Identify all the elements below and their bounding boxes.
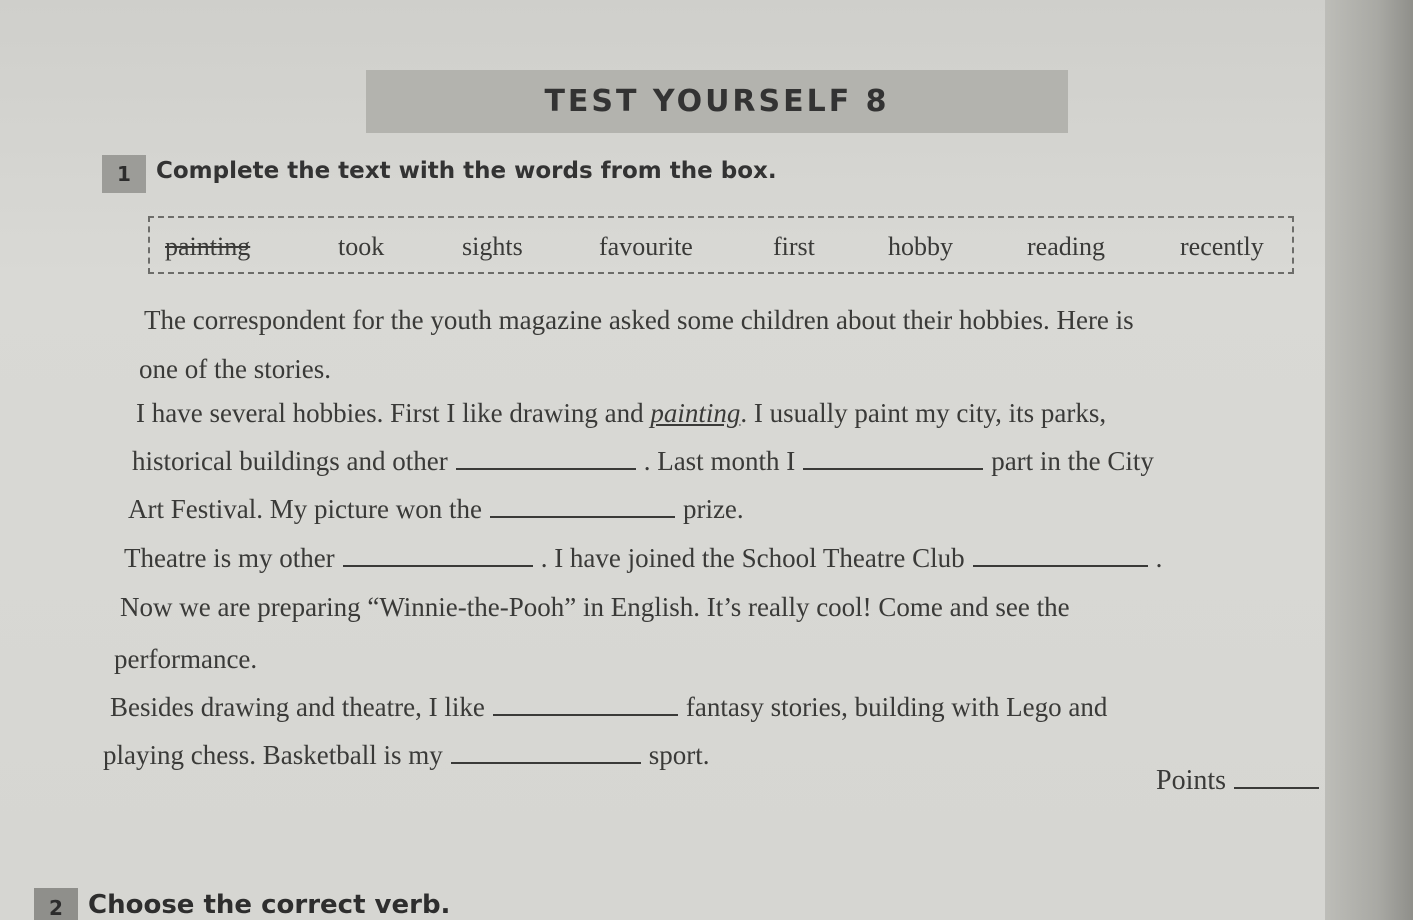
answer-blank[interactable] bbox=[493, 713, 678, 716]
story-text: . I have joined the School Theatre Club bbox=[540, 543, 965, 573]
story-text: Art Festival. My picture won the bbox=[128, 494, 482, 524]
example-answer: painting bbox=[650, 398, 741, 428]
exercise-2-instruction: Choose the correct verb. bbox=[88, 890, 451, 920]
story-line-1 bbox=[136, 398, 1106, 429]
answer-blank[interactable] bbox=[803, 467, 983, 470]
page-edge bbox=[1325, 0, 1413, 920]
story-line-4 bbox=[124, 543, 1162, 574]
story-text: . Last month I bbox=[643, 446, 796, 476]
points-blank[interactable] bbox=[1234, 786, 1319, 789]
exercise-1-number: 1 bbox=[102, 155, 146, 193]
word-box-item: painting bbox=[165, 232, 251, 261]
word-box-item: recently bbox=[1180, 232, 1264, 261]
word-box bbox=[148, 216, 1294, 274]
story-line-8 bbox=[103, 740, 709, 771]
intro-line-1: The correspondent for the youth magazine asked some children about their hobbies. Here is bbox=[144, 305, 1134, 335]
answer-blank[interactable] bbox=[451, 761, 641, 764]
story-line-6: performance. bbox=[114, 644, 258, 674]
word-box-item: first bbox=[773, 232, 815, 261]
answer-blank[interactable] bbox=[490, 515, 675, 518]
story-text: I have several hobbies. First I like drawing and bbox=[136, 398, 644, 428]
points-label: Points bbox=[1156, 765, 1227, 796]
word-box-item: hobby bbox=[888, 232, 953, 261]
exercise-1-instruction: Complete the text with the words from the box. bbox=[156, 158, 777, 184]
story-text: playing chess. Basketball is my bbox=[103, 740, 443, 770]
word-box-item: sights bbox=[462, 232, 523, 261]
story-text: . I usually paint my city, its parks, bbox=[740, 398, 1107, 428]
answer-blank[interactable] bbox=[973, 564, 1148, 567]
story-text: Theatre is my other bbox=[124, 543, 335, 573]
story-text: Besides drawing and theatre, I like bbox=[110, 692, 485, 722]
story-text: prize. bbox=[682, 494, 744, 524]
intro-line-2: one of the stories. bbox=[139, 354, 331, 384]
story-text: fantasy stories, building with Lego and bbox=[685, 692, 1108, 722]
word-box-item: reading bbox=[1027, 232, 1105, 261]
story-text: . bbox=[1155, 543, 1163, 573]
story-line-2 bbox=[132, 446, 1154, 477]
story-line-5: Now we are preparing “Winnie-the-Pooh” in English. It’s really cool! Come and see the bbox=[120, 592, 1070, 622]
story-line-7 bbox=[110, 692, 1107, 723]
word-box-item: took bbox=[338, 232, 385, 261]
story-text: part in the City bbox=[991, 446, 1154, 476]
title-banner bbox=[366, 70, 1068, 133]
story-text: sport. bbox=[648, 740, 710, 770]
word-box-item: favourite bbox=[599, 232, 693, 261]
story-line-3 bbox=[128, 494, 744, 525]
exercise-2-number: 2 bbox=[34, 888, 78, 920]
answer-blank[interactable] bbox=[343, 564, 533, 567]
answer-blank[interactable] bbox=[456, 467, 636, 470]
story-text: historical buildings and other bbox=[132, 446, 448, 476]
page-title: TEST YOURSELF 8 bbox=[544, 84, 890, 119]
